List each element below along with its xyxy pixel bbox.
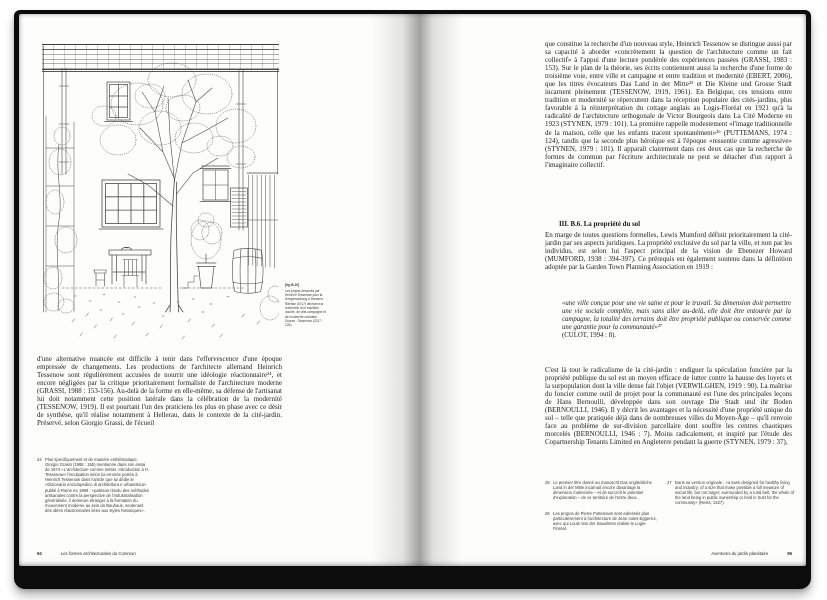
footnote-25 (545, 480, 658, 500)
garden-table (109, 247, 151, 284)
quote-reference: (CULOT, 1994 : 8). (562, 332, 617, 340)
side-window (200, 166, 231, 202)
left-page-footer (37, 551, 282, 556)
right-page-paragraph-1: que constitue la recherche d'un nouveau style, Heinrich Tessenow se distingue aussi par sa capacité à aborder «concrètement la question de l'architecture comme un fait collectif» à l'appui d'une lecture pondérée des expériences passées (GRASSI, 1983 : 153). Sur le plan de la théorie, ses écrits contiennent aussi la recherche d'une forme de troisième voie, entre ville et campagne et entre tradition et modernité (EBERT, 2006), que les titres évocateurs Das Land in der Mitte²⁵ et Die Kleine und Grosse Stadt incarnent pleinement (TESSENOW, 1919, 1961). En Belgique, ces tensions entre tradition et modernité se répercutent dans la réception populaire des cités-jardins, plus favorable à la réinterprétation du cottage anglais au Logis-Floréal en 1921 qu'à la radicalité de l'architecture orthogonale de Victor Bourgeois dans La Cité Moderne en 1923 (STYNEN, 1979 : 101). La première rappelle modestement «l'image traditionnelle de la maison, celle que les enfants tracent spontanément»²⁶ (PUTTEMANS, 1974 : 124), tandis que la seconde plus héroïque est à l'époque «ressentie comme agressive» (STYNEN, 1979 : 101). Il apparaît clairement dans ces deux cas que la recherche de formes de commun par l'écriture architecturale ne peut se détacher d'un rapport à l'imaginaire collectif. (545, 40, 792, 169)
wall-edges (44, 46, 278, 312)
section-heading: III. B.6. La propriété du sol (559, 221, 641, 228)
footnote-24 (37, 457, 151, 513)
figure-caption-text: Les projets dessinés par Heinrich Tessenow pour la Kriegersiedlung à Dresden-Rähnitz (1917) décrivent la recherche d'un équilibre double, de ville-campagne et de modernité ordinaire. Source : Tessenow (2017 : 125). (285, 288, 326, 328)
footnote-text: Les propos de Pierre Puttemans sont adressés plus particulièrement à l'architecture de Jean-Jules Eggericx, avec qui Louis Van der Swaelmen réalise le Logis-Floréal. (553, 511, 657, 532)
courtyard-line-drawing (42, 44, 279, 347)
ground-texture (72, 295, 260, 340)
figure-number: [fig.III.19] (285, 283, 299, 287)
brick-wall-band (42, 44, 279, 70)
left-page-body-paragraph: d'une alternative nuancée est difficile à tenir dans l'effervescence d'une époque empressée de changements. Les productions de l'architecte allemand Heinrich Tessenow sont régulièrement accusées de nourrir une idéologie réactionnaire²⁴, et encore négligées par la critique prioritairement formaliste de l'architecture moderne (GRASSI, 1988 : 153-156). Au-delà de la forme en elle-même, sa défense de l'artisanat lui doit notamment cette position latérale dans la célébration de la modernité (TESSENOW, 1919). Il est pourtant l'un des praticiens les plus en phase avec ce désir de synthèse, qu'il réalise notamment à Hellerau, dans le contexte de la cité-jardin. Préservé, selon Giorgio Grassi, de l'écueil (37, 355, 282, 428)
barrel (232, 248, 263, 293)
page-number-right: 95 (787, 551, 792, 556)
stool (94, 270, 107, 286)
right-downpipe (236, 70, 246, 230)
left-downpipe (59, 68, 69, 174)
upper-window (105, 82, 133, 122)
shrub-foliage (44, 127, 279, 320)
footnote-text: Dans sa version originale : «a town designed for healthy living and industry; of a size that make possible a full measure of social life, but not larger; surrounded by a rural belt, the whole of the land being in public ownership or held in trust for the community» (Reiss, 1927). (675, 480, 795, 506)
right-page-footer (545, 551, 792, 556)
figure-courtyard-drawing (42, 44, 279, 347)
steps (180, 276, 198, 288)
running-title-right: Aventures du jardin planétaire (711, 551, 769, 556)
block-quote (562, 300, 791, 340)
plank-fence (247, 173, 278, 268)
footnote-number: 27 (667, 480, 672, 485)
tree-branches (128, 80, 228, 206)
footnote-number: 24 (37, 457, 42, 462)
quote-text: «une ville conçue pour une vie saine et pour le travail. Sa dimension doit permettre une vie sociale complète, mais sans aller au-delà, elle doit être entourée par la campagne, la totalité des terrains doit être propriété publique ou conservée comme une garantie pour la communauté»²⁷ (562, 300, 791, 332)
footnote-text: Le premier titre donné au manuscrit Das unglückliche Land in der Mitte incarnait encore davantage la dimension malmenée – et de surcroît le potentiel d'exploration – de ce territoire de l'entre deux. (553, 480, 652, 501)
footnote-text: Plus spécifiquement et de manière emblématique, Giorgio Grassi (1988 : 155) mentionne dans son essai de 1974 «L'architecture comme métier. Introduction à H. Tessenow» l'inculpation selon lui erronée portée à Heinrich Tessenow dans l'article que lui dédie le «Dizionario enciclopedico di architettura e urbanistica» publié à Rome en 1969 : «partisan résolu des méthodes artisanales contre la perspective de l'industrialisation généralisée, il demeure étranger à la formation du mouvement moderne au sein du Bauhaus, soutenant des idées réactionnaires liées aux styles historiques». (45, 457, 150, 513)
page-number-left: 94 (37, 551, 42, 556)
footnote-27 (667, 480, 795, 505)
right-page-paragraph-3: C'est là tout le radicalisme de la cité-jardin : endiguer la spéculation foncière par la propriété publique du sol est un moyen efficace de lutter contre la hausse des loyers et la surpopulation dont la ville dense fait l'objet (VERWILGHEN, 1919 : 90). La maîtrise du foncier comme outil de projet pour la communauté est l'une des principales leçons de Hans Bernoulli, développée dans son ouvrage Die Stadt und ihr Boden (BERNOULLI, 1946). Il y décrit les avantages et la nécessité d'une propriété unique du sol – telle que pratiquée déjà dans de nombreuses villes du Moyen-Âge – qu'il renvoie face au problème de sur-division parcellaire dont souffre les centres chaotiques morcelés (BERNOULLI, 1946 : 7). Moins radicalement, et inspiré par l'étude des Copartnership Tenants Limited en Angleterre pendant la guerre (STYNEN, 1979 : 37), (545, 366, 792, 447)
footnote-number: 25 (545, 480, 550, 485)
tree-trunk (166, 178, 184, 312)
right-page-paragraph-2: En marge de toutes questions formelles, Lewis Mumford définit prioritairement la cité-jardin par ses aspects juridiques. La propriété exclusive du sol par la ville, et non par les individus, est selon lui l'aspect principal de la vision de Ebenezer Howard (MUMFORD, 1938 : 394-397). Ce prérequis est également soutenu dans la définition adoptée par la Garden Town Planning Association en 1919 : (545, 231, 792, 272)
plant-pot (197, 254, 217, 288)
footnote-26 (545, 511, 658, 531)
chair (122, 260, 139, 288)
large-window (99, 180, 163, 229)
tree-foliage (92, 63, 256, 168)
trellis (46, 116, 74, 312)
figure-caption (285, 283, 326, 327)
running-title-left: Les formes architecturales du Commun (60, 551, 136, 556)
footnote-number: 26 (545, 511, 550, 516)
